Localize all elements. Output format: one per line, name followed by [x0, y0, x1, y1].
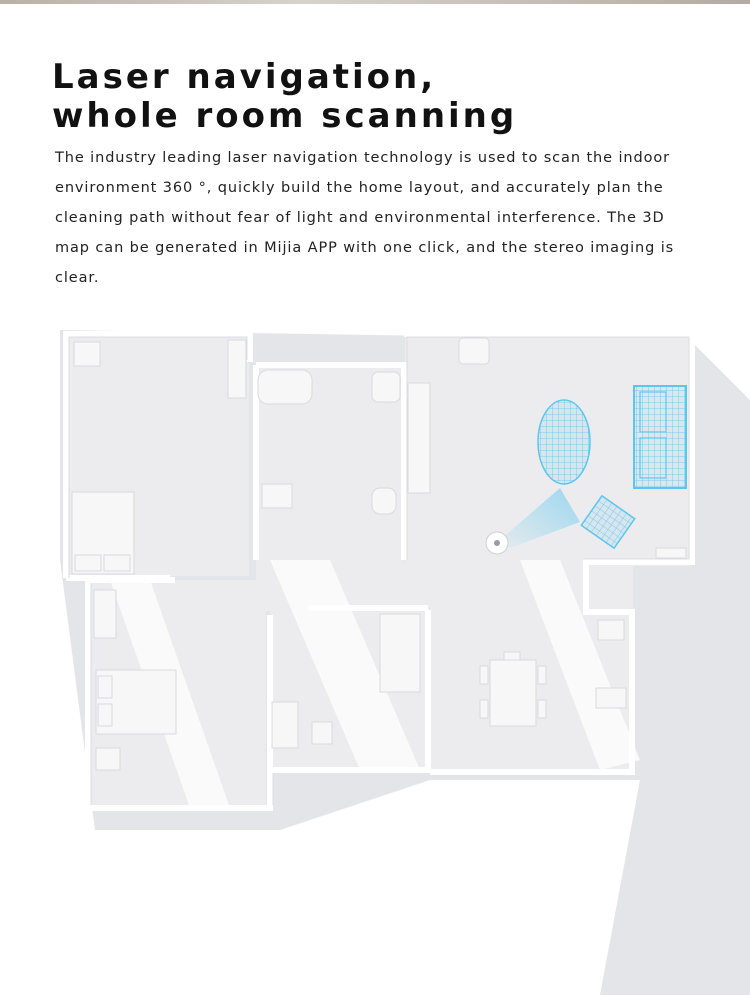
feature-description: The industry leading laser navigation technology is used to scan the indoor environment 360 °, quickly build the home layout, and accurately plan the cleaning path without fear of light and environmental interference. The 3D map can be generated in Mijia APP with one click, and the stereo imaging is clear.: [55, 150, 675, 286]
scanned-sofa: [634, 386, 686, 488]
scanned-round-rug: [538, 400, 590, 484]
top-accent-strip: [0, 0, 750, 4]
title-line-1: Laser navigation,: [52, 57, 437, 97]
robot-vacuum-icon: [486, 532, 508, 554]
title-line-2: whole room scanning: [52, 96, 518, 136]
page-title: [52, 58, 517, 136]
floorplan-illustration: [0, 300, 750, 995]
